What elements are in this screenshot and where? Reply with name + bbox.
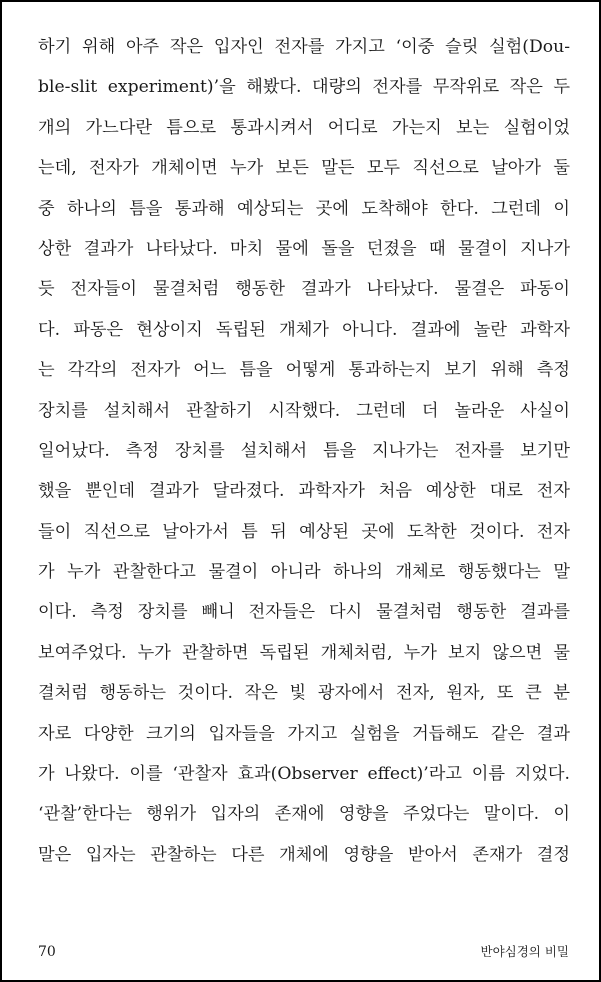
page-footer: [38, 940, 569, 964]
text-line: 장치를 설치해서 관찰하기 시작했다. 그런데 더 놀라운 사실이: [38, 400, 570, 421]
text-line: 일어났다. 측정 장치를 설치해서 틈을 지나가는 전자를 보기만: [38, 440, 570, 461]
text-line: 말은 입자는 관찰하는 다른 개체에 영향을 받아서 존재가 결정: [38, 844, 570, 865]
text-line: 이다. 측정 장치를 빼니 전자들은 다시 물결처럼 행동한 결과를: [38, 602, 570, 623]
text-line: 개의 가느다란 틈으로 통과시켜서 어디로 가는지 보는 실험이었: [38, 117, 570, 138]
text-line: 다. 파동은 현상이지 독립된 개체가 아니다. 결과에 놀란 과학자: [38, 319, 570, 340]
text-line: 가 나왔다. 이를 ‘관찰자 효과(Observer effect)’라고 이름 지었다.: [38, 764, 570, 785]
text-line: 하기 위해 아주 작은 입자인 전자를 가지고 ‘이중 슬릿 실험(Dou-: [38, 37, 570, 57]
body-text: [38, 27, 570, 875]
text-line: 는데, 전자가 개체이면 누가 보든 말든 모두 직선으로 날아가 둘: [38, 158, 570, 179]
page-number: 70: [38, 944, 56, 960]
running-title: 반야심경의 비밀: [480, 944, 569, 959]
text-line: ble-slit experiment)’을 해봤다. 대량의 전자를 무작위로 작은 두: [38, 77, 570, 98]
text-line: 들이 직선으로 날아가서 틈 뒤 예상된 곳에 도착한 것이다. 전자: [38, 521, 570, 542]
text-line: 는 각각의 전자가 어느 틈을 어떻게 통과하는지 보기 위해 측정: [38, 360, 570, 381]
text-line: 상한 결과가 나타났다. 마치 물에 돌을 던졌을 때 물결이 지나가: [38, 238, 570, 259]
text-line: 가 누가 관찰한다고 물결이 아니라 하나의 개체로 행동했다는 말: [38, 562, 570, 583]
text-line: 중 하나의 틈을 통과해 예상되는 곳에 도착해야 한다. 그런데 이: [38, 198, 570, 219]
text-line: ‘관찰’한다는 행위가 입자의 존재에 영향을 주었다는 말이다. 이: [38, 804, 570, 825]
text-line: 결처럼 행동하는 것이다. 작은 빛 광자에서 전자, 원자, 또 큰 분: [38, 683, 570, 704]
text-line: 자로 다양한 크기의 입자들을 가지고 실험을 거듭해도 같은 결과: [38, 723, 570, 744]
text-line: 했을 뿐인데 결과가 달라졌다. 과학자가 처음 예상한 대로 전자: [38, 481, 570, 502]
text-line: 듯 전자들이 물결처럼 행동한 결과가 나타났다. 물결은 파동이: [38, 279, 570, 300]
text-line: 보여주었다. 누가 관찰하면 독립된 개체처럼, 누가 보지 않으면 물: [38, 642, 570, 663]
